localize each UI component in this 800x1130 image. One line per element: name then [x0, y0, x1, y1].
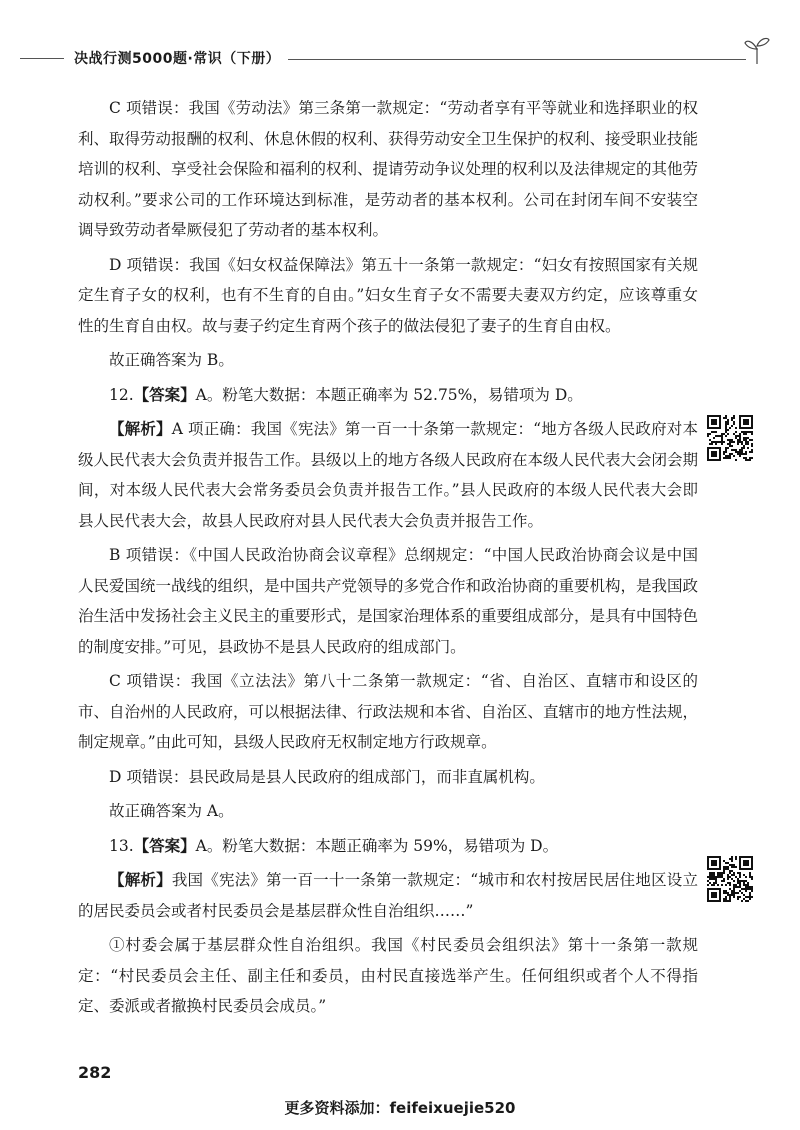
analysis-tag: 【解析】 — [109, 871, 172, 889]
analysis-12: 【解析】A 项正确：我国《宪法》第一百一十条第一款规定：“地方各级人民政府对本级人民代表大会负责并报告工作。县级以上的地方各级人民政府在本级人民代表大会闭会期间，对本级人民代表大会常务委员会负责并报告工作。”县人民政府的本级人民代表大会即县人民代表大会，故县人民政府对县人民代表大会负责并报告工作。 — [78, 420, 699, 530]
answer-13: 13.【答案】A。粉笔大数据：本题正确率为 59%，易错项为 D。 — [109, 836, 559, 855]
footer-contact: 更多资料添加：feifeixuejie520 — [284, 1099, 516, 1117]
paragraph-c-labor-law: C 项错误：我国《劳动法》第三条第一款规定：“劳动者享有平等就业和选择职业的权利、取得劳动报酬的权利、休息休假的权利、获得劳动安全卫生保护的权利、接受职业技能培训的权利、享受社会保险和福利的权利、提请劳动争议处理的权利以及法律规定的其他劳动权利。”要求公司的工作环境达到标准，是劳动者的基本权利。公司在封闭车间不安装空调导致劳动者晕厥侵犯了劳动者的基本权利。 — [78, 99, 699, 239]
answer-conclusion-11: 故正确答案为 B。 — [109, 351, 234, 369]
header-rule-left — [20, 58, 64, 59]
page-header — [20, 48, 760, 68]
answer-conclusion-12: 故正确答案为 A。 — [109, 802, 234, 820]
page-number: 282 — [78, 1063, 112, 1082]
paragraph-d-women-rights: D 项错误：我国《妇女权益保障法》第五十一条第一款规定：“妇女有按照国家有关规定生育子女的权利，也有不生育的自由。”妇女生育子女不需要夫妻双方约定，应该尊重女性的生育自由权。故与妻子约定生育两个孩子的做法侵犯了妻子的生育自由权。 — [78, 255, 698, 335]
paragraph-c-legislation-law: C 项错误：我国《立法法》第八十二条第一款规定：“省、自治区、直辖市和设区的市、自治州的人民政府，可以根据法律、行政法规和本省、自治区、直辖市的地方性法规，制定规章。”由此可知，县级人民政府无权制定地方行政规章。 — [78, 672, 699, 751]
body-text — [78, 93, 698, 1026]
paragraph-village-committee: ①村委会属于基层群众性自治组织。我国《村民委员会组织法》第十一条第一款规定：“村民委员会主任、副主任和委员，由村民直接选举产生。任何组织或者个人不得指定、委派或者撤换村民委员会成员。” — [78, 936, 698, 1015]
qr-code-icon[interactable] — [707, 856, 753, 902]
answer-12: 12.【答案】A。粉笔大数据：本题正确率为 52.75%，易错项为 D。 — [109, 385, 583, 404]
paragraph-b-cppcc: B 项错误：《中国人民政治协商会议章程》总纲规定：“中国人民政治协商会议是中国人民爱国统一战线的组织，是中国共产党领导的多党合作和政治协商的重要机构，是我国政治生活中发扬社会主义民主的重要形式，是国家治理体系的重要组成部分，是具有中国特色的制度安排。”可见，县政协不是县人民政府的组成部门。 — [78, 546, 699, 656]
header-rule-right — [288, 59, 746, 60]
analysis-tag: 【解析】 — [109, 420, 172, 438]
paragraph-d-civil-affairs: D 项错误：县民政局是县人民政府的组成部门，而非直属机构。 — [109, 767, 545, 786]
book-title: 决战行测5000题·常识（下册） — [74, 51, 281, 67]
sprout-icon — [742, 34, 772, 66]
answer-tag: 【答案】 — [133, 836, 196, 855]
footer — [0, 1097, 800, 1118]
analysis-13: 【解析】我国《宪法》第一百一十一条第一款规定：“城市和农村按居民居住地区设立的居民委员会或者村民委员会是基层群众性自治组织……” — [78, 871, 698, 920]
answer-tag: 【答案】 — [133, 385, 196, 404]
qr-code-icon[interactable] — [707, 415, 753, 461]
